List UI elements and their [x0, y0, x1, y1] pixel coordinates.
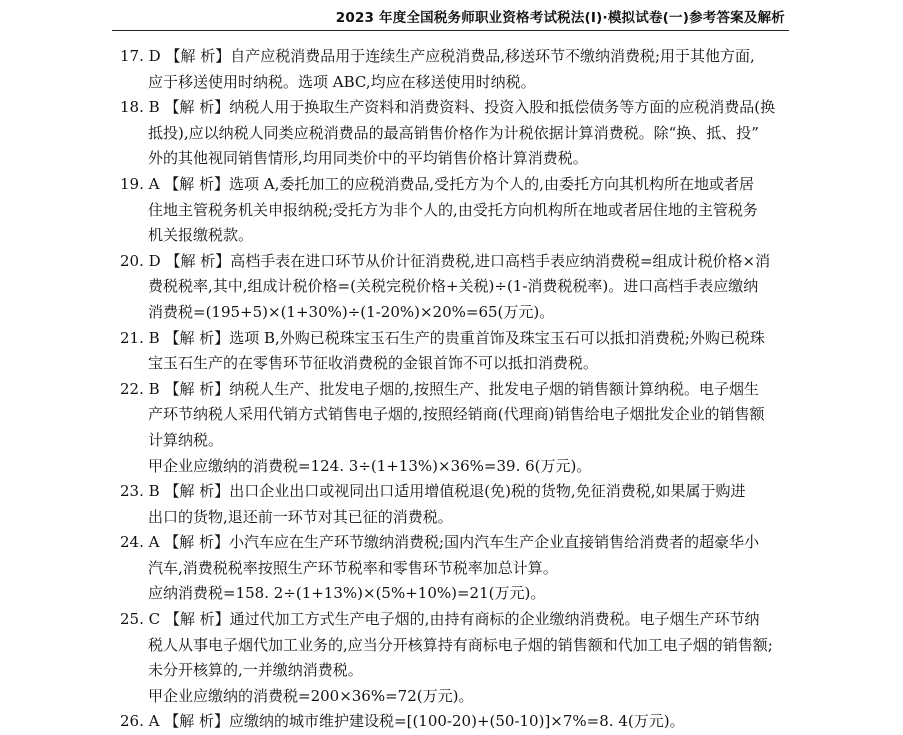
answer-first-line [120, 326, 786, 352]
analysis-text: 小汽车应在生产环节缴纳消费税;国内汽车生产企业直接销售给消费者的超豪华小 [229, 533, 760, 552]
answer-first-line [120, 249, 786, 275]
analysis-tag: 【解 析】 [164, 482, 230, 501]
analysis-continuation: 消费税=(195+5)×(1+30%)÷(1-20%)×20%=65(万元)。 [148, 302, 555, 321]
analysis-continuation: 费税税率,其中,组成计税价格=(关税完税价格+关税)÷(1-消费税税率)。进口高档手表应缴纳 [148, 277, 759, 296]
analysis-continuation: 机关报缴税款。 [148, 226, 254, 245]
answer-item [120, 607, 786, 709]
analysis-text: 通过代加工方式生产电子烟的,由持有商标的企业缴纳消费税。电子烟生产环节纳 [229, 610, 760, 629]
analysis-text: 应缴纳的城市维护建设税=[(100-20)+(50-10)]×7%=8. 4(万元)。 [229, 712, 685, 731]
analysis-continuation: 应于移送使用时纳税。选项 ABC,均应在移送使用时纳税。 [148, 72, 536, 91]
analysis-text: 自产应税消费品用于连续生产应税消费品,移送环节不缴纳消费税;用于其他方面, [230, 47, 755, 65]
answer-first-line [120, 479, 786, 505]
calculation-line: 甲企业应缴纳的消费税=200×36%=72(万元)。 [148, 686, 474, 705]
question-number: 25. C [120, 610, 161, 629]
analysis-text: 选项 B,外购已税珠宝玉石生产的贵重首饰及珠宝玉石可以抵扣消费税;外购已税珠 [229, 328, 765, 347]
answer-item [120, 530, 786, 607]
question-number: 23. B [120, 482, 160, 501]
answer-item [120, 326, 786, 377]
analysis-continuation: 抵投),应以纳税人同类应税消费品的最高销售价格作为计税依据计算消费税。除“换、抵、投” [148, 123, 759, 142]
calculation-line: 甲企业应缴纳的消费税=124. 3÷(1+13%)×36%=39. 6(万元)。 [148, 456, 592, 475]
answer-item [120, 479, 786, 530]
analysis-tag: 【解 析】 [164, 174, 230, 193]
answer-list [120, 44, 786, 735]
analysis-tag: 【解 析】 [164, 379, 230, 398]
analysis-text: 高档手表在进口环节从价计征消费税,进口高档手表应纳消费税=组成计税价格×消 [230, 251, 771, 270]
answer-first-line [120, 172, 786, 198]
analysis-continuation: 宝玉石生产的在零售环节征收消费税的金银首饰不可以抵扣消费税。 [148, 354, 599, 373]
calculation-line: 应纳消费税=158. 2÷(1+13%)×(5%+10%)=21(万元)。 [148, 584, 546, 603]
analysis-tag: 【解 析】 [165, 47, 231, 65]
question-number: 21. B [120, 328, 160, 347]
analysis-tag: 【解 析】 [164, 533, 230, 552]
answer-item [120, 172, 786, 249]
analysis-text: 选项 A,委托加工的应税消费品,受托方为个人的,由委托方向其机构所在地或者居 [229, 174, 754, 193]
analysis-continuation: 汽车,消费税税率按照生产环节税率和零售环节税率加总计算。 [148, 558, 558, 577]
question-number: 20. D [120, 251, 161, 270]
question-number: 19. A [120, 174, 160, 193]
answer-item [120, 44, 786, 95]
analysis-tag: 【解 析】 [165, 251, 231, 270]
analysis-continuation: 外的其他视同销售情形,均用同类价中的平均销售价格计算消费税。 [148, 149, 588, 168]
analysis-continuation: 未分开核算的,一并缴纳消费税。 [148, 661, 363, 680]
question-number: 24. A [120, 533, 160, 552]
question-number: 18. B [120, 98, 160, 117]
answer-first-line [120, 607, 786, 633]
answer-first-line [120, 44, 786, 70]
analysis-tag: 【解 析】 [164, 712, 230, 731]
question-number: 17. D [120, 47, 161, 65]
analysis-continuation: 计算纳税。 [148, 430, 224, 449]
answer-first-line [120, 709, 786, 735]
answer-item [120, 95, 786, 172]
analysis-tag: 【解 析】 [164, 328, 230, 347]
analysis-text: 纳税人生产、批发电子烟的,按照生产、批发电子烟的销售额计算纳税。电子烟生 [229, 379, 759, 398]
analysis-continuation: 出口的货物,退还前一环节对其已征的消费税。 [148, 507, 453, 526]
answer-item [120, 249, 786, 326]
question-number: 22. B [120, 379, 160, 398]
answer-item [120, 709, 786, 735]
analysis-continuation: 产环节纳税人采用代销方式销售电子烟的,按照经销商(代理商)销售给电子烟批发企业的销售额 [148, 405, 765, 424]
analysis-tag: 【解 析】 [164, 98, 230, 117]
analysis-text: 出口企业出口或视同出口适用增值税退(免)税的货物,免征消费税,如果属于购进 [229, 482, 746, 501]
analysis-continuation: 住地主管税务机关申报纳税;受托方为非个人的,由受托方向机构所在地或者居住地的主管税务 [148, 200, 758, 219]
answer-first-line [120, 95, 786, 121]
analysis-continuation: 税人从事电子烟代加工业务的,应当分开核算持有商标电子烟的销售额和代加工电子烟的销售额; [148, 635, 773, 654]
answer-first-line [120, 530, 786, 556]
page-header: 2023 年度全国税务师职业资格考试税法(Ⅰ)·模拟试卷(一)参考答案及解析 [335, 10, 785, 26]
question-number: 26. A [120, 712, 160, 731]
analysis-tag: 【解 析】 [164, 610, 230, 629]
header-divider [112, 30, 789, 31]
analysis-text: 纳税人用于换取生产资料和消费资料、投资入股和抵偿债务等方面的应税消费品(换 [229, 98, 776, 117]
answer-first-line [120, 377, 786, 403]
answer-item [120, 377, 786, 479]
